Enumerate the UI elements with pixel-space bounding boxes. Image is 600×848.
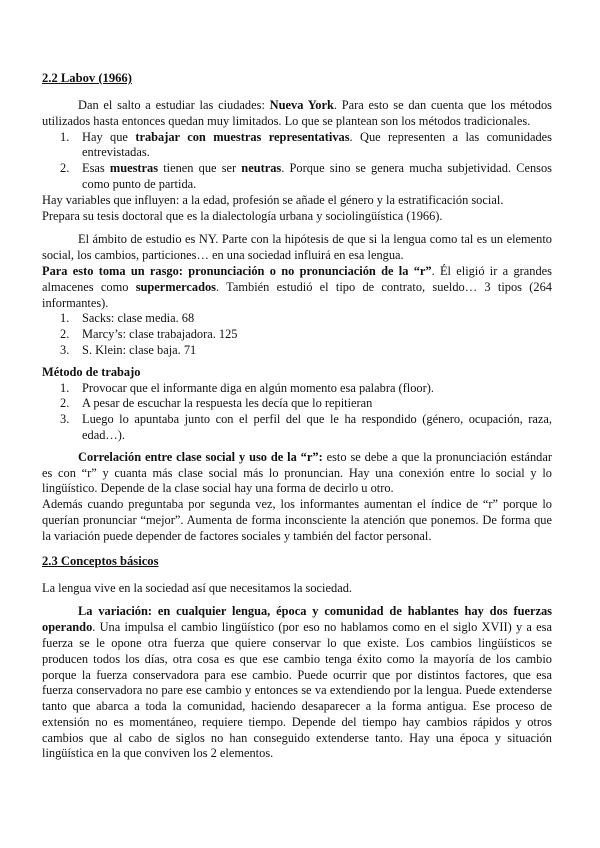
list-number: 3. <box>60 412 70 427</box>
requirements-list <box>42 130 552 193</box>
text-run: . Para esto se dan cuenta que los métodos utilizados hasta entonces quedan muy limitados. Lo que se plantean son los métodos tradicionales. <box>42 98 552 128</box>
bold-run: La variación: en cualquier lengua, época y comunidad de hablantes hay dos fuerzas operando <box>42 604 552 635</box>
text-run: . También estudió el tipo de contrato, sueldo… 3 tipos (264 informantes). <box>42 279 552 310</box>
paragraph-intro <box>42 98 552 130</box>
list-number: 2. <box>60 161 70 176</box>
list-item <box>42 381 552 397</box>
text-run: Hay que <box>82 129 136 144</box>
list-item <box>42 327 552 343</box>
bold-run: Nueva York <box>269 98 334 112</box>
text-run: tienen que ser <box>158 161 242 176</box>
bold-run: Para esto toma un rasgo: pronunciación o no pronunciación de la “r” <box>42 263 432 278</box>
method-heading <box>42 365 552 381</box>
list-number: 2. <box>60 396 70 411</box>
text-run: . Él eligió ir a grandes almacenes como <box>42 263 552 294</box>
text-run: A pesar de escuchar la respuesta les decía que lo repitieran <box>82 396 373 411</box>
paragraph-scope: El ámbito de estudio es NY. Parte con la hipótesis de que si la lengua como tal es un elemento social, los cambios, particiones… en una sociedad influirá en esa lengua. <box>42 232 552 263</box>
list-number: 1. <box>60 380 70 395</box>
text-run: Provocar que el informante diga en algún momento esa palabra (floor). <box>82 380 434 395</box>
list-item <box>42 343 552 359</box>
list-number: 1. <box>60 311 70 326</box>
text-run: . Porque sino se genera mucha subjetividad. Censos como punto de partida. <box>82 161 552 191</box>
section-heading-conceptos: 2.3 Conceptos básicos <box>42 553 159 568</box>
list-number: 2. <box>60 327 70 342</box>
text-run: Marcy’s: clase trabajadora. 125 <box>82 327 238 342</box>
text-run: Esas <box>82 161 110 176</box>
list-item <box>42 130 552 162</box>
bold-run: Método de trabajo <box>42 364 141 379</box>
paragraph-thesis: Prepara su tesis doctoral que es la dialectología urbana y sociolingüística (1966). <box>42 208 443 223</box>
document-body <box>42 70 552 762</box>
bold-run: neutras <box>241 161 282 176</box>
paragraph-variables: Hay variables que influyen: a la edad, profesión se añade el género y la estratificación social. <box>42 192 504 207</box>
list-item <box>42 396 552 412</box>
bold-run: supermercados <box>135 279 216 294</box>
bold-run: muestras <box>109 161 159 176</box>
list-number: 1. <box>60 129 70 144</box>
paragraph-trait <box>42 264 552 311</box>
bold-run: Correlación entre clase social y uso de la “r”: <box>78 449 323 464</box>
text-run: . Que representen a las comunidades entrevistadas. <box>82 129 552 160</box>
text-run: Sacks: clase media. 68 <box>82 311 195 326</box>
section-heading-labov: 2.2 Labov (1966) <box>42 71 132 85</box>
bold-run: trabajar con muestras representativas <box>135 129 350 144</box>
list-item <box>42 161 552 193</box>
method-list <box>42 381 552 444</box>
paragraph-second-ask: Además cuando preguntaba por segunda vez, los informantes aumentan el índice de “r” porque lo querían pronunciar “mejor”. Aumenta de forma inconsciente la atención que ponemos. De forma que la variación puede depender de factores sociales y también del factor personal. <box>42 497 552 543</box>
text-run: esto se debe a que la pronunciación estándar es con “r” y cuanta más clase social más lo pronuncian. Hay una conexión entre lo social y lo lingüístico. Depende de la clase social hay una forma de decirlo u otro. <box>42 449 552 496</box>
paragraph-society: La lengua vive en la sociedad así que necesitamos la sociedad. <box>42 580 352 595</box>
text-run: S. Klein: clase baja. 71 <box>82 342 197 357</box>
paragraph-correlation <box>42 450 552 497</box>
text-run: Dan el salto a estudiar las ciudades: <box>78 98 270 112</box>
list-item <box>42 412 552 444</box>
text-run: . Una impulsa el cambio lingüístico (por eso no hablamos como en el siglo XVII) y a esa fuerza se le opone otra fuerza que quiere conservar lo que existe. Los cambios lingüísticos se producen todos los días, otra cosa es que ese cambio tenga éxito como la mayoría de los cambio porque la fuerza conservadora para ese cambio. Puede ocurrir que por distintos factores, que esa fuerza conservadora no pare ese cambio y entonces se va extendiendo por la lengua. Puede extenderse tanto que abarca a toda la comunidad, haciendo desaparecer a la forma antigua. Ese proceso de extensión no es momentáneo, requiere tiempo. Depende del tiempo hay cambios rápidos y otros cambios que al cabo de siglos no han conseguido extenderse tanto. Hay una época y situación lingüística en la que conviven los 2 elementos. <box>42 620 552 761</box>
list-number: 3. <box>60 342 70 357</box>
text-run: Luego lo apuntaba junto con el perfil del que le ha respondido (género, ocupación, raza, edad…). <box>82 412 552 442</box>
list-item <box>42 311 552 327</box>
paragraph-variation <box>42 604 552 762</box>
stores-list <box>42 311 552 358</box>
